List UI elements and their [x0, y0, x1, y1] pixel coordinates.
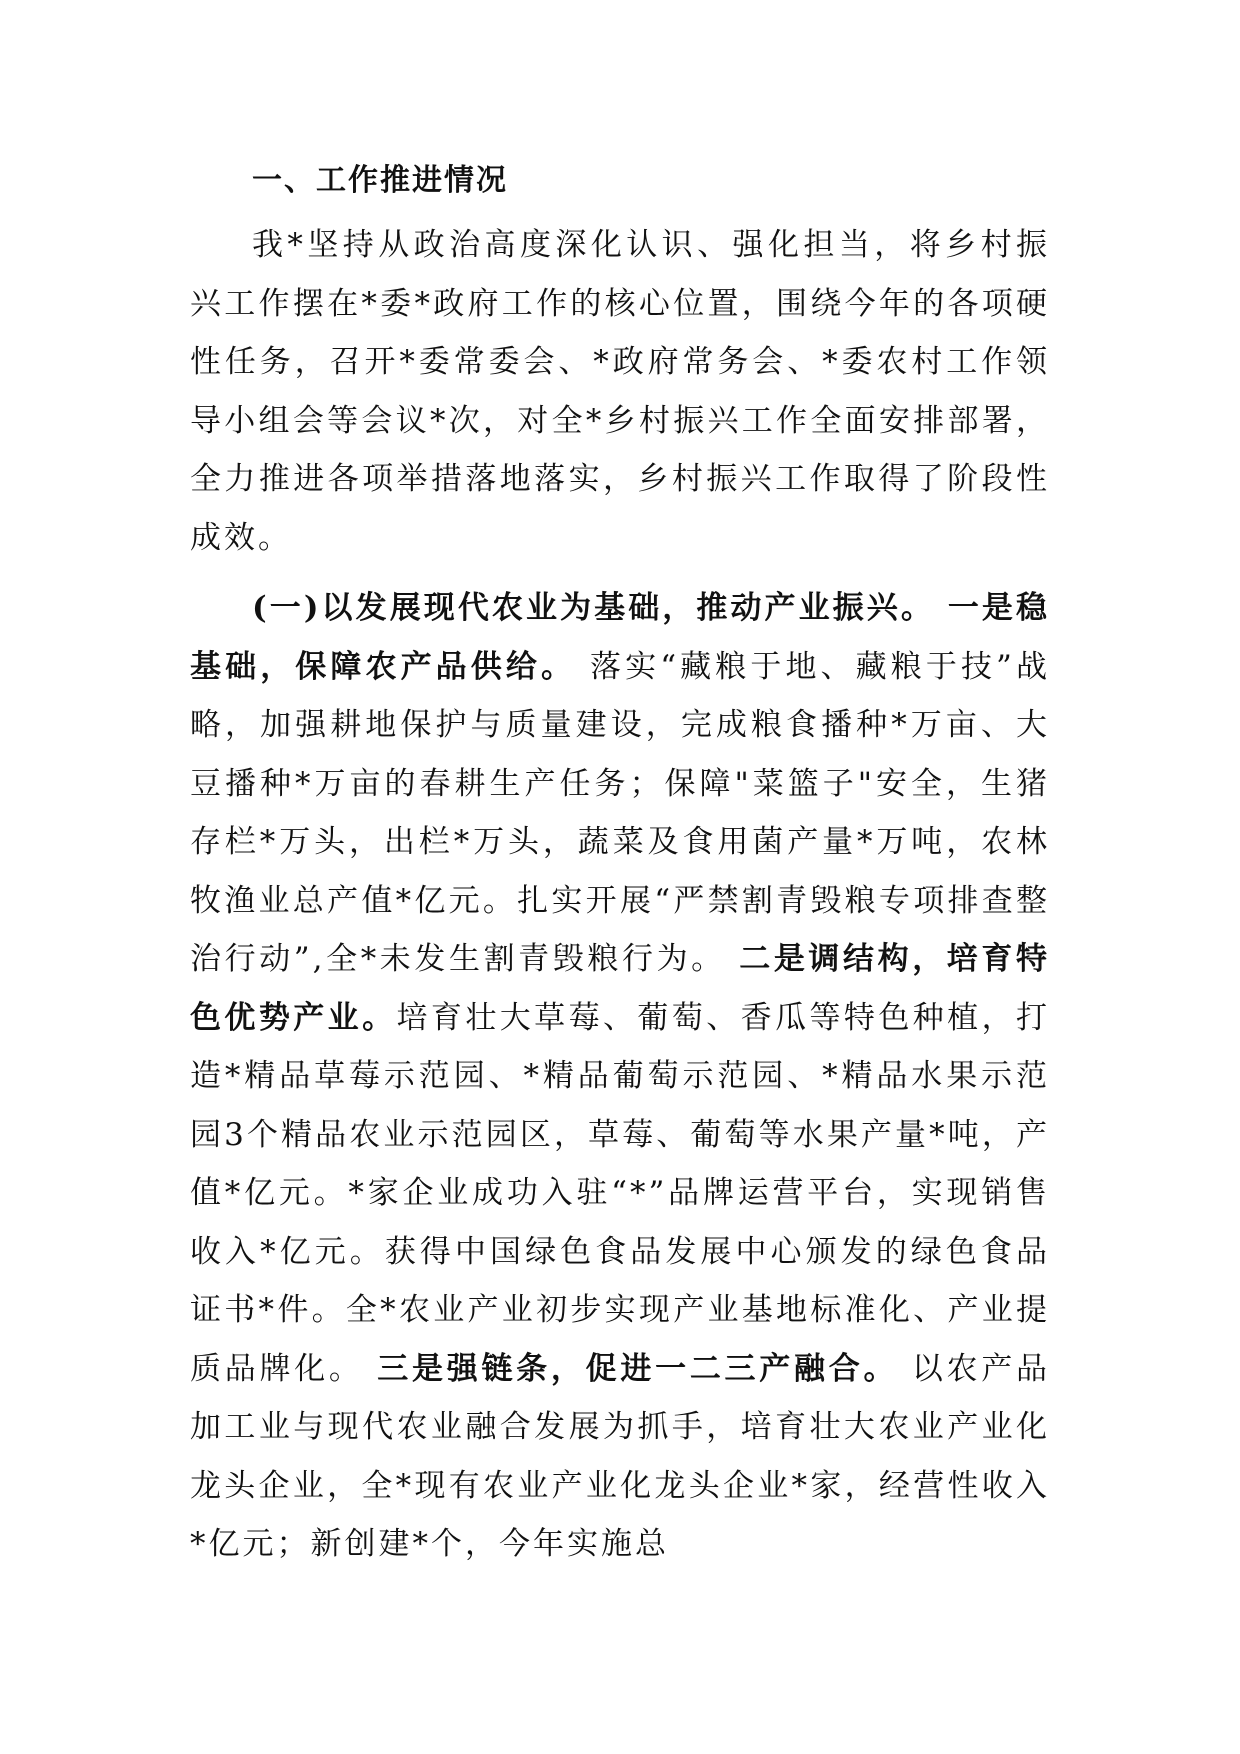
section1-title: (一)以发展现代农业为基础，推动产业振兴。: [252, 590, 935, 626]
point1-title: 一是稳基础，保障农产品供给。: [190, 590, 1050, 685]
intro-paragraph: 我*坚持从政治高度深化认识、强化担当，将乡村振兴工作摆在*委*政府工作的核心位置，围绕今年的各项硬性任务，召开*委常委会、*政府常务会、*委农村工作领导小组会等会议*次，对全*乡村振兴工作全面安排部署，全力推进各项举措落地落实，乡村振兴工作取得了阶段性成效。: [190, 227, 1050, 556]
section-heading: 一、工作推进情况: [252, 163, 508, 198]
section1-paragraph: [190, 579, 1050, 1574]
point2-text: 培育壮大草莓、葡萄、香瓜等特色种植，打造*精品草莓示范园、*精品葡萄示范园、*精品水果示范园3个精品农业示范园区，草莓、葡萄等水果产量*吨，产值*亿元。*家企业成功入驻“*”品牌运营平台，实现销售收入*亿元。获得中国绿色食品发展中心颁发的绿色食品证书*件。全*农业产业初步实现产业基地标准化、产业提质品牌化。: [190, 999, 1050, 1387]
point3-text: 以农产品加工业与现代农业融合发展为抓手，培育壮大农业产业化龙头企业，全*现有农业产业化龙头企业*家，经营性收入*亿元；新创建*个，今年实施总: [190, 1350, 1051, 1562]
point2-title: 二是调结构，培育特色优势产业。: [190, 941, 1050, 1036]
document-body: [190, 150, 1050, 1574]
point1-text: 落实“藏粮于地、藏粮于技”战略，加强耕地保护与质量建设，完成粮食播种*万亩、大豆播种*万亩的春耕生产任务；保障"菜篮子"安全，生猪存栏*万头，出栏*万头，蔬菜及食用菌产量*万吨，农林牧渔业总产值*亿元。扎实开展“严禁割青毁粮专项排查整治行动”,全*未发生割青毁粮行为。: [190, 648, 1050, 977]
point3-title: 三是强链条，促进一二三产融合。: [377, 1350, 899, 1387]
